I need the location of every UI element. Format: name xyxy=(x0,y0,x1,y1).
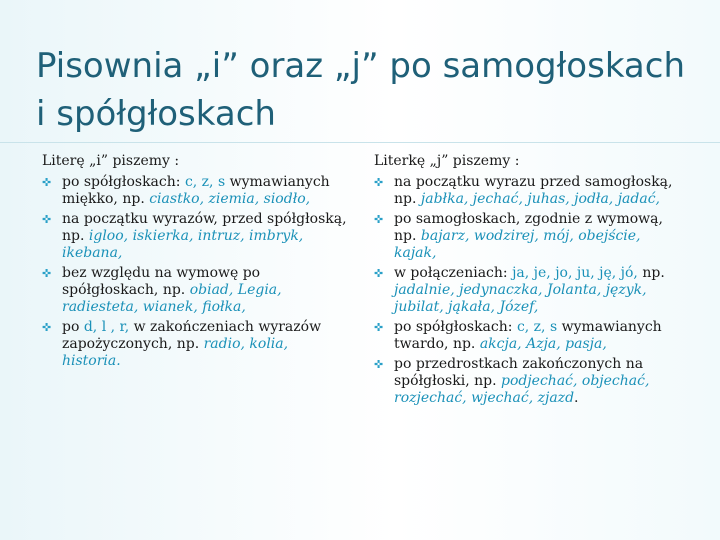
bullet-icon: ✜ xyxy=(42,321,52,334)
item-text: bez względu na wymowę po spółgłoskach, np. xyxy=(62,265,261,298)
example-words: bajarz, wodzirej, mój, obejście, kajak, xyxy=(394,228,641,261)
item-text: wymawianych miękko, np. xyxy=(62,174,330,207)
item-text: . xyxy=(574,390,579,406)
list-item xyxy=(374,319,684,353)
example-words: radio, kolia, historia. xyxy=(62,336,289,369)
list-item xyxy=(42,265,347,316)
list-item xyxy=(42,319,347,370)
item-text: na początku wyrazu przed samogłoską, np. xyxy=(394,174,673,207)
title-divider xyxy=(0,142,720,143)
highlight-letters: d, l , r, xyxy=(83,319,130,335)
example-words: jabłka, jechać, juhas, jodła, jadać, xyxy=(420,191,660,207)
left-column xyxy=(42,153,347,373)
list-item xyxy=(374,211,684,262)
item-text: po xyxy=(62,319,80,335)
item-text: po spółgłoskach: xyxy=(394,319,513,335)
bullet-icon: ✜ xyxy=(42,267,52,280)
example-words: obiad, Legia, radiesteta, wianek, fiołka, xyxy=(62,282,282,315)
list-item xyxy=(374,174,684,208)
item-text: na początku wyrazów, przed spółgłoską, np. xyxy=(62,211,347,244)
right-intro: Literkę „j” piszemy : xyxy=(374,153,520,169)
bullet-icon: ✜ xyxy=(374,321,384,334)
bullet-icon: ✜ xyxy=(42,213,52,226)
highlight-letters: c, z, s xyxy=(184,174,226,190)
list-item xyxy=(374,265,684,316)
example-words: jadalnie, jedynaczka, Jolanta, język, jubilat, jąkała, Józef, xyxy=(394,282,647,315)
slide-title: Pisownia „i” oraz „j” po samogłoskach i spółgłoskach xyxy=(36,46,685,134)
item-text: np. xyxy=(642,265,665,281)
example-words: ciastko, ziemia, siodło, xyxy=(149,191,311,207)
list-item xyxy=(42,211,347,262)
right-bullet-list xyxy=(374,174,684,407)
bullet-icon: ✜ xyxy=(374,358,384,371)
item-text: po samogłoskach, zgodnie z wymową, np. xyxy=(394,211,663,244)
item-text: w zakończeniach wyrazów zapożyczonych, np. xyxy=(62,319,322,352)
item-text: po spółgłoskach: xyxy=(62,174,181,190)
example-words: akcja, Azja, pasja, xyxy=(479,336,607,352)
example-words: podjechać, objechać, rozjechać, wjechać, zjazd xyxy=(394,373,650,406)
highlight-letters: c, z, s xyxy=(516,319,558,335)
bullet-icon: ✜ xyxy=(374,267,384,280)
example-words: igloo, iskierka, intruz, imbryk, ikebana, xyxy=(62,228,304,261)
item-text: wymawianych twardo, np. xyxy=(394,319,662,352)
highlight-letters: ja, je, jo, ju, ję, jó, xyxy=(512,265,638,281)
bullet-icon: ✜ xyxy=(374,176,384,189)
list-item xyxy=(42,174,347,208)
item-text: po przedrostkach zakończonych na spółgłoski, np. xyxy=(394,356,644,389)
item-text: w połączeniach: xyxy=(394,265,508,281)
list-item xyxy=(374,356,684,407)
bullet-icon: ✜ xyxy=(42,176,52,189)
left-bullet-list xyxy=(42,174,347,370)
bullet-icon: ✜ xyxy=(374,213,384,226)
left-intro: Literę „i” piszemy : xyxy=(42,153,180,169)
right-column xyxy=(374,153,684,410)
